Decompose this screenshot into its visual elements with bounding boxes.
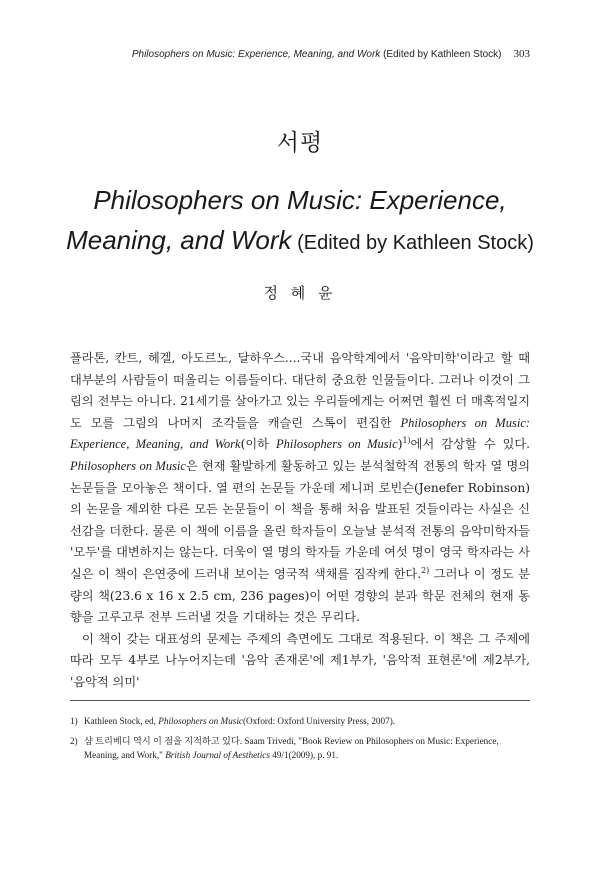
p1-short-title-2: Philosophers on Music — [70, 458, 186, 473]
page-number: 303 — [513, 48, 530, 60]
p1-text-2: (이하 — [240, 437, 276, 452]
p1-text-5: 은 현재 활발하게 활동하고 있는 분석철학적 전통의 학자 열 명의 논문들을 모아놓은 책이다. 열 편의 논문들 가운데 제니퍼 로빈슨(Jenefer Robinson)의 논문을 제외한 다른 모든 논문들이 이 책을 통해 처음 발표된 것들이라는 사실은 신선감을 더한다. 물론 이 책에 이름을 올린 학자들이 오늘날 분석적 전통의 음악미학자들 '모두'를 대변하지는 않는다. 더욱이 열 명의 학자들 가운데 여섯 명이 영국 학자라는 사실은 이 책이 은연중에 드러내 보이는 영국적 색채를 짐작케 한다. — [70, 458, 530, 581]
paragraph-1 — [70, 348, 530, 629]
article-title-line2 — [60, 220, 540, 263]
footnotes — [70, 714, 530, 768]
p1-short-title: Philosophers on Music — [275, 437, 398, 452]
footnote-divider — [70, 700, 530, 701]
author-name: 정 혜 윤 — [263, 284, 337, 302]
p1-text-6: 그러나 이 정도 분량의 책(23.6 x 16 x 2.5 cm, 236 pages)이 어떤 경향의 분과 학문 전체의 현재 동향을 고루고루 전부 드러낼 것을 기대하는 것은 무리다. — [70, 566, 530, 625]
footnote-2-journal: British Journal of Aesthetics — [165, 750, 270, 761]
footnote-1-post: (Oxford: Oxford University Press, 2007). — [242, 716, 396, 726]
footnote-text — [84, 734, 530, 763]
footnote-number: 1) — [70, 716, 78, 726]
article-title-line2-italic: Meaning, and Work — [66, 225, 292, 255]
body-text — [70, 348, 530, 694]
footnote-ref-2[interactable]: 2) — [421, 565, 430, 575]
p1-text-3: ) — [397, 437, 403, 452]
paragraph-2: 이 책이 갖는 대표성의 문제는 주제의 측면에도 그대로 적용된다. 이 책은 그 주제에 따라 모두 4부로 나누어지는데 '음악 존재론'에 제1부가, '음악적 표현론'에 제2부가, '음악적 의미' — [70, 631, 530, 689]
footnote-2 — [70, 734, 530, 763]
article-title-line2-editor: (Edited by Kathleen Stock) — [291, 232, 534, 254]
footnote-ref-1[interactable]: 1) — [402, 436, 411, 446]
footnote-2-pre: 샴 트리베디 역시 이 점을 지적하고 있다. Saam Trivedi, "Book Review on Philosophers on Music: Experience, Meaning, and Work," — [84, 735, 499, 761]
article-title-line1: Philosophers on Music: Experience, — [93, 185, 507, 215]
article-title — [60, 180, 540, 263]
footnote-2-post: 49/1(2009), p. 91. — [269, 750, 339, 761]
footnote-1 — [70, 714, 530, 729]
p1-text-1: 플라톤, 칸트, 헤겔, 아도르노, 달하우스....국내 음악학계에서 '음악미학'이라고 할 때 대부분의 사람들이 떠올리는 이름들이다. 대단히 중요한 인물들이다. 그러나 이것이 그림의 전부는 아니다. 21세기를 살아가고 있는 우리들에게는 어쩌면 훨씬 더 매혹적일지도 모를 그림의 나머지 조각들을 캐슬린 스톡이 편집한 — [70, 351, 530, 430]
p1-book-title: Philosophers on Music: Experience, Meaning, and Work — [70, 415, 530, 452]
footnote-1-pre: Kathleen Stock, ed, — [84, 716, 159, 726]
footnote-number: 2) — [70, 735, 78, 746]
running-head-title: Philosophers on Music: Experience, Meaning, and Work — [131, 49, 381, 60]
footnote-1-book: Philosophers on Music — [158, 716, 243, 726]
running-head-editor: (Edited by Kathleen Stock) — [380, 49, 502, 60]
p1-text-4: 에서 감상할 수 있다. — [410, 437, 530, 452]
footnote-text — [84, 714, 530, 729]
section-title: 서평 — [276, 130, 324, 156]
running-head — [70, 48, 530, 60]
